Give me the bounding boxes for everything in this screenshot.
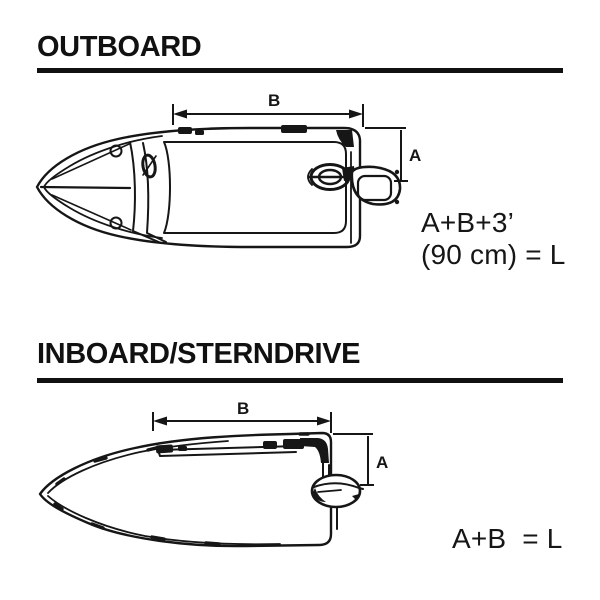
a-label-inboard: A bbox=[376, 453, 389, 472]
outboard-boat-illustration bbox=[37, 125, 400, 247]
transom-elbow-bracket bbox=[300, 438, 329, 463]
inboard-formula: A+B = L bbox=[452, 523, 563, 554]
b-label-outboard: B bbox=[268, 91, 281, 110]
outboard-formula-line-2: (90 cm) = L bbox=[421, 239, 566, 270]
inboard-section-title: INBOARD/STERNDRIVE bbox=[37, 338, 361, 370]
outboard-windshield bbox=[130, 142, 166, 243]
steering-wheel-icon bbox=[141, 154, 157, 178]
deck-line-lower bbox=[158, 450, 296, 456]
bow-centerline bbox=[41, 187, 130, 188]
outboard-motor-illustration bbox=[308, 165, 400, 205]
sterndrive-unit-illustration bbox=[312, 475, 363, 529]
deck-hardware bbox=[156, 438, 329, 463]
a-label-outboard: A bbox=[409, 146, 422, 165]
outboard-section-title: OUTBOARD bbox=[37, 31, 202, 63]
b-label-inboard: B bbox=[237, 399, 250, 418]
outboard-formula-line-1: A+B+3’ bbox=[421, 207, 515, 238]
sterndrive-boat-illustration bbox=[40, 433, 363, 546]
